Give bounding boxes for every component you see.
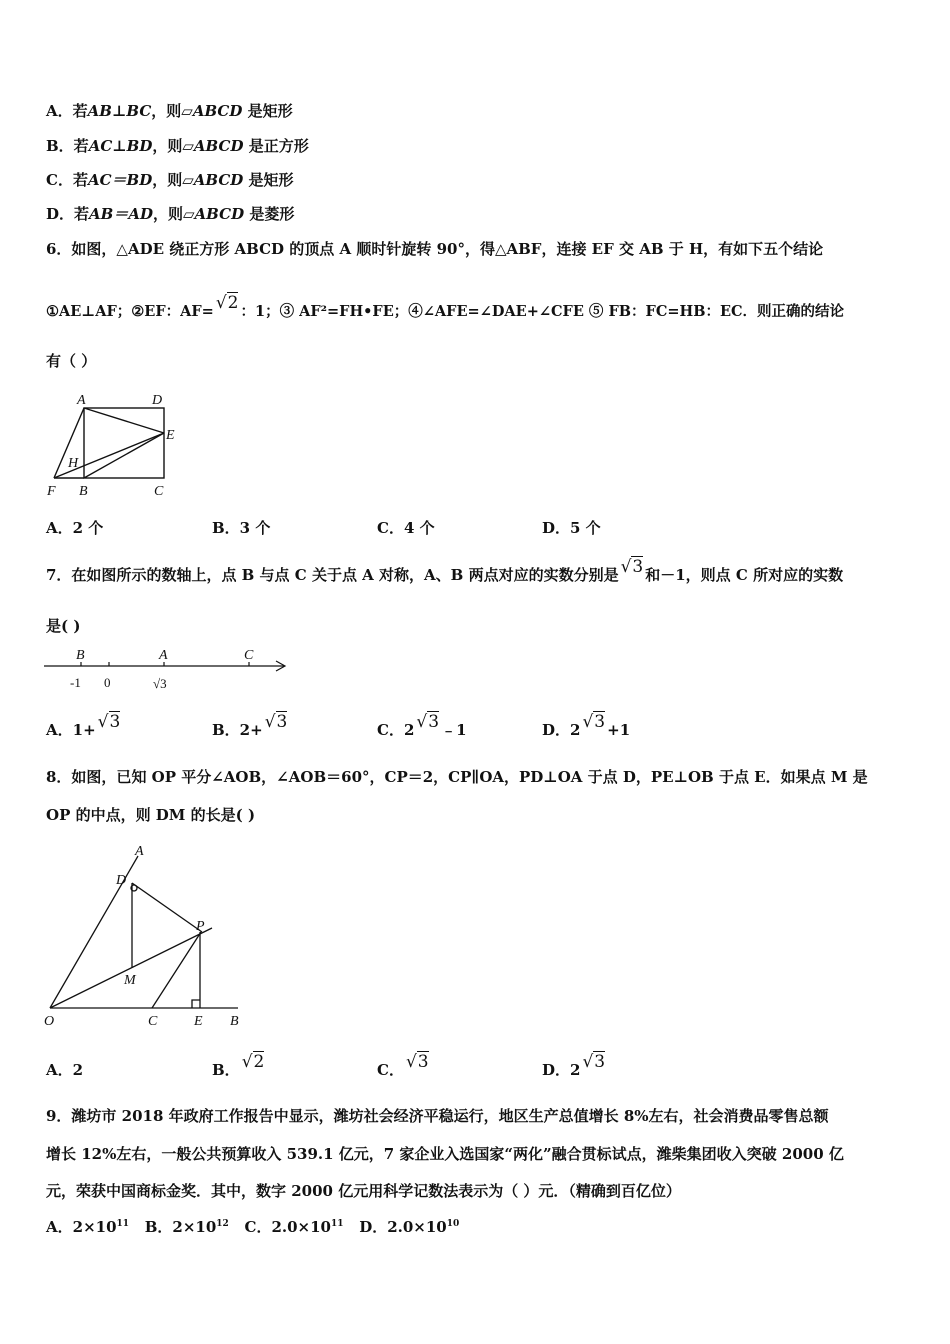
q8-stem-line1: 8．如图，已知 OP 平分∠AOB，∠AOB＝60°，CP＝2，CP∥OA，PD⊥OA 于点 D，PE⊥OB 于点 E．如果点 M 是 (46, 768, 868, 786)
label-f: F (47, 484, 56, 499)
q6-figure (44, 388, 184, 500)
q9-stem-line3: 元，荣获中国商标金奖．其中，数字 2000 亿元用科学记数法表示为（ ）元．（精确到百亿位） (46, 1182, 681, 1200)
q7-stem-line1: 7．在如图所示的数轴上，点 B 与点 C 关于点 A 对称，A、B 两点对应的实数分别是 √3 和－1，则点 C 所对应的实数 (46, 557, 844, 584)
q8-option-d: D．2 √3 (542, 1052, 606, 1079)
q7-option-b: B．2+ √3 (212, 712, 288, 739)
q8-option-c: C． √3 (377, 1052, 429, 1079)
q5-option-b: B．若AC⊥BD，则▱ABCD 是正方形 (46, 137, 309, 155)
q7-option-a: A．1+ √3 (46, 712, 121, 739)
q7-option-d: D．2 √3 +1 (542, 712, 631, 739)
q6-stem-line2: ①AE⊥AF；②EF：AF= √2 ：1；③ AF²=FH•FE；④∠AFE=∠DAE+∠CFE ⑤ FB：FC=HB：EC．则正确的结论 (46, 293, 845, 320)
q9-option-c: C．$2.0\times 10^{11}$ (244, 1218, 344, 1236)
label-c: C (244, 648, 254, 663)
label-o: O (44, 1014, 55, 1029)
q6-option-c: C．4 个 (377, 519, 435, 537)
segment-dp (132, 883, 202, 932)
sqrt-symbol: √2 (215, 293, 239, 313)
label-m: M (124, 973, 136, 988)
right-angle-mark-e (192, 1000, 200, 1008)
q7-number-line (44, 644, 292, 696)
q7-option-c: C．2 √3 ﹣1 (377, 712, 467, 739)
label-b: B (79, 484, 88, 499)
q6-option-d: D．5 个 (542, 519, 601, 537)
q9-option-a: A．$2\times 10^{11}$ (46, 1218, 130, 1236)
segment-be (84, 433, 164, 478)
q6-stem-line3: 有（ ） (46, 352, 97, 370)
q5-option-d: D．若AB＝AD，则▱ABCD 是菱形 (46, 205, 295, 223)
q5-option-c: C．若AC＝BD，则▱ABCD 是矩形 (46, 171, 294, 189)
q9-stem-line1: 9．潍坊市 2018 年政府工作报告中显示，潍坊社会经济平稳运行，地区生产总值增长 8%左右，社会消费品零售总额 (46, 1107, 829, 1125)
label-d: D (152, 393, 163, 408)
label-c: C (148, 1014, 158, 1029)
q8-option-a: A．2 (46, 1061, 84, 1079)
segment-ae (84, 408, 164, 433)
q6-option-a: A．2 个 (46, 519, 104, 537)
tick-label-neg1: -1 (70, 675, 81, 690)
q6-option-b: B．3 个 (212, 519, 271, 537)
label-h: H (68, 456, 79, 471)
tick-label-0: 0 (104, 675, 111, 690)
q8-option-b: B． √2 (212, 1052, 265, 1079)
label-p: P (196, 919, 205, 934)
q9-option-b: B．$2\times 10^{12}$ (144, 1218, 229, 1236)
label-e: E (194, 1014, 203, 1029)
square-abcd (84, 408, 164, 478)
q6-stem-line1: 6．如图，△ADE 绕正方形 ABCD 的顶点 A 顺时针旋转 90°，得△ABF，连接 EF 交 AB 于 H，有如下五个结论 (46, 240, 824, 258)
label-b: B (76, 648, 85, 663)
ray-op (50, 928, 212, 1008)
label-b: B (230, 1014, 239, 1029)
sqrt-symbol: √3 (620, 557, 644, 577)
q7-stem-line2: 是( ) (46, 617, 81, 635)
q9-option-d: D．$2.0\times 10^{10}$ (359, 1218, 460, 1236)
label-e: E (166, 428, 175, 443)
label-a: A (159, 648, 168, 663)
q8-figure (40, 838, 250, 1033)
label-d: D (116, 873, 127, 888)
q5-option-a: A．若AB⊥BC，则▱ABCD 是矩形 (46, 102, 293, 120)
label-c: C (154, 484, 164, 499)
q9-stem-line2: 增长 12%左右，一般公共预算收入 539.1 亿元，7 家企业入选国家“两化”融合贯标试点，潍柴集团收入突破 2000 亿 (46, 1145, 844, 1163)
q9-options (46, 1214, 459, 1237)
tick-label-sqrt3: √3 (153, 676, 167, 691)
label-a: A (77, 393, 86, 408)
segment-cp (152, 932, 201, 1008)
q8-stem-line2: OP 的中点，则 DM 的长是( ) (46, 806, 256, 824)
label-a: A (135, 844, 144, 859)
